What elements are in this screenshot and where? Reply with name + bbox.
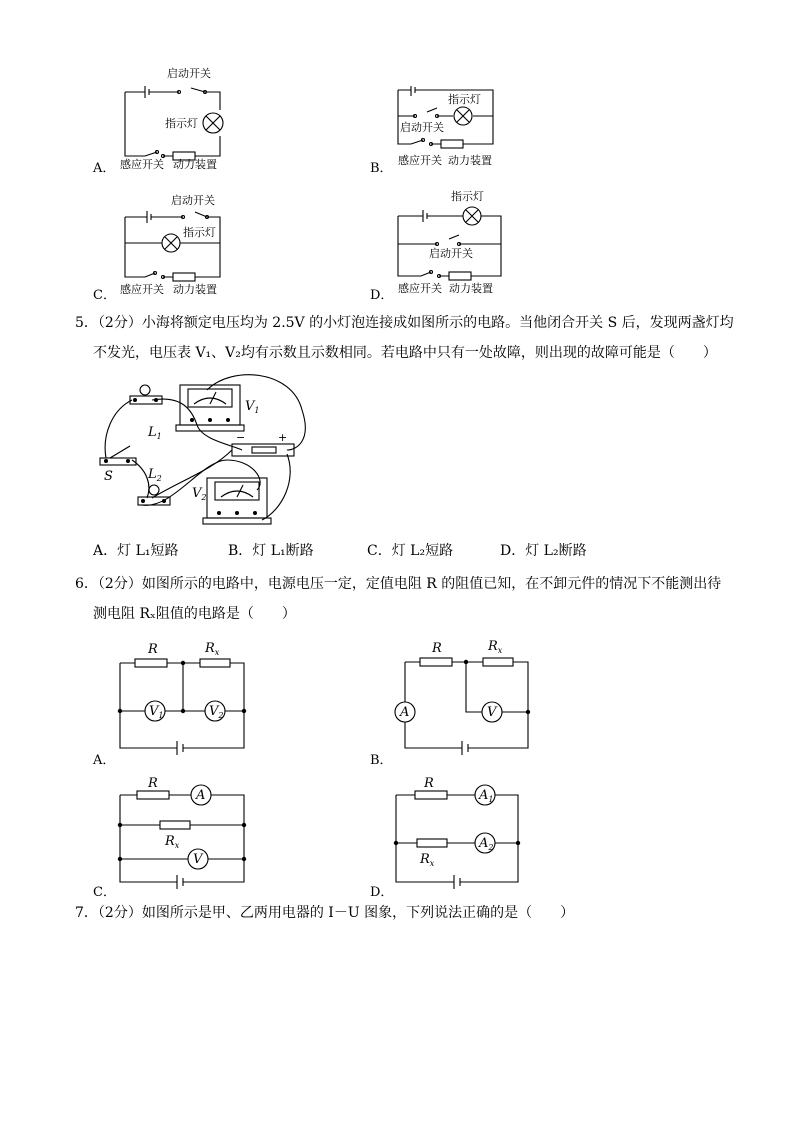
label-v1-sub: 1 bbox=[254, 406, 260, 415]
a1-letter: A bbox=[479, 788, 489, 803]
resistor-r-label: R bbox=[148, 642, 158, 657]
q5-number: 5． bbox=[75, 315, 98, 331]
battery-plus-label: + bbox=[278, 431, 288, 444]
sensor-switch-label: 感应开关 bbox=[120, 283, 164, 296]
q6-circuit-b bbox=[390, 634, 540, 756]
v1-symbol bbox=[149, 704, 163, 720]
q6-option-b-letter: B． bbox=[370, 753, 393, 768]
label-v1-letter: V bbox=[245, 399, 255, 414]
power-device-label: 动力装置 bbox=[448, 154, 492, 167]
q5-option-d-text: 灯 L₂断路 bbox=[525, 543, 587, 559]
rx-letter: R bbox=[205, 641, 215, 656]
indicator-lamp-label: 指示灯 bbox=[451, 190, 484, 203]
q5-stem-text1: 小海将额定电压均为 2.5V 的小灯泡连接成如图所示的电路。当他闭合开关 S 后，发现两盏灯均 bbox=[141, 315, 734, 331]
label-v2 bbox=[192, 486, 206, 502]
battery-minus-label: − bbox=[236, 431, 246, 444]
bulb-l2-icon bbox=[149, 485, 159, 495]
resistor-rx-label bbox=[164, 834, 180, 850]
v1-sub: 1 bbox=[158, 711, 164, 720]
a-symbol: A bbox=[400, 705, 410, 720]
rx-sub: x bbox=[429, 859, 435, 868]
power-device-label: 动力装置 bbox=[173, 283, 217, 296]
resistor-r-icon bbox=[137, 791, 169, 799]
q5-option-b-letter: B． bbox=[228, 543, 253, 559]
q5-option-c[interactable] bbox=[367, 541, 453, 561]
q7-stem bbox=[75, 903, 574, 923]
q7-score: （2分） bbox=[97, 905, 142, 921]
power-device-label: 动力装置 bbox=[449, 282, 493, 295]
v-symbol: V bbox=[487, 705, 497, 720]
q6-stem-text1: 如图所示的电路中，电源电压一定，定值电阻 R 的阻值已知，在不卸元件的情况下不能测出待 bbox=[141, 576, 722, 592]
start-switch-label: 启动开关 bbox=[171, 194, 215, 207]
q5-option-b[interactable] bbox=[228, 541, 314, 561]
a2-symbol bbox=[478, 836, 493, 852]
q4-circuit-a bbox=[115, 62, 235, 174]
label-l2-sub: 2 bbox=[156, 474, 162, 483]
q5-option-a[interactable] bbox=[93, 541, 178, 561]
a2-sub: 2 bbox=[488, 843, 494, 852]
resistor-rx-label bbox=[204, 641, 220, 657]
label-v1 bbox=[245, 399, 259, 415]
q5-stem-text2: 不发光，电压表 V₁、V₂均有示数且示数相同。若电路中只有一处故障，则出现的故障可能是（ ） bbox=[93, 345, 717, 361]
q4-circuit-b bbox=[393, 86, 513, 172]
q5-option-a-text: 灯 L₁短路 bbox=[117, 543, 179, 559]
a1-sub: 1 bbox=[488, 795, 494, 804]
q6-stem-text2: 测电阻 Rₓ阻值的电路是（ ） bbox=[93, 606, 296, 622]
resistor-rx-label bbox=[419, 852, 435, 868]
q4-option-b-letter: B． bbox=[370, 161, 393, 176]
q4-circuit-c bbox=[115, 190, 235, 300]
sensor-switch-label: 感应开关 bbox=[398, 154, 442, 167]
label-v2-sub: 2 bbox=[201, 493, 207, 502]
label-l2 bbox=[147, 467, 162, 483]
indicator-lamp-label: 指示灯 bbox=[448, 93, 481, 106]
label-l1-sub: 1 bbox=[156, 432, 162, 441]
label-l1 bbox=[147, 425, 162, 441]
resistor-r-icon bbox=[415, 791, 447, 799]
q5-score: （2分） bbox=[97, 315, 142, 331]
power-device-label: 动力装置 bbox=[173, 158, 217, 171]
q6-circuit-a bbox=[115, 636, 255, 758]
q7-number: 7． bbox=[75, 905, 98, 921]
a1-symbol bbox=[478, 788, 493, 804]
q5-option-a-letter: A． bbox=[93, 543, 118, 559]
q4-circuit-d bbox=[393, 186, 513, 300]
resistor-rx-icon bbox=[417, 839, 447, 847]
resistor-r-label: R bbox=[424, 776, 434, 791]
q5-stem-line1 bbox=[75, 313, 734, 333]
q5-option-d[interactable] bbox=[500, 541, 587, 561]
rx-letter: R bbox=[165, 834, 175, 849]
label-v2-letter: V bbox=[192, 486, 202, 501]
q6-option-d-letter: D． bbox=[370, 885, 394, 900]
q6-option-a-letter: A． bbox=[93, 753, 116, 768]
resistor-r-label: R bbox=[148, 776, 158, 791]
rx-sub: x bbox=[174, 841, 180, 850]
q5-circuit-figure bbox=[92, 370, 312, 532]
sensor-switch-label: 感应开关 bbox=[398, 282, 442, 295]
rx-letter: R bbox=[488, 639, 498, 654]
resistor-rx-icon bbox=[200, 659, 230, 667]
q6-circuit-c bbox=[115, 772, 255, 892]
v1-letter: V bbox=[149, 704, 159, 719]
rx-letter: R bbox=[420, 852, 430, 867]
q5-option-c-letter: C． bbox=[367, 543, 392, 559]
resistor-rx-label bbox=[487, 639, 503, 655]
resistor-r-icon bbox=[135, 659, 167, 667]
sensor-switch-label: 感应开关 bbox=[120, 158, 164, 171]
q5-option-d-letter: D． bbox=[500, 543, 526, 559]
start-switch-label: 启动开关 bbox=[167, 67, 211, 80]
q6-circuit-d bbox=[390, 772, 530, 892]
rx-sub: x bbox=[497, 646, 503, 655]
label-l2-letter: L bbox=[148, 467, 157, 482]
v2-sub: 2 bbox=[218, 711, 224, 720]
label-s: S bbox=[104, 469, 113, 484]
switch-s-lever bbox=[110, 446, 130, 458]
q6-score: （2分） bbox=[97, 576, 142, 592]
indicator-lamp-label: 指示灯 bbox=[183, 226, 216, 239]
q6-stem-line2 bbox=[93, 604, 296, 624]
rx-sub: x bbox=[214, 648, 220, 657]
q5-option-c-text: 灯 L₂短路 bbox=[391, 543, 454, 559]
bulb-l1-icon bbox=[140, 385, 150, 395]
q6-option-c-letter: C． bbox=[93, 885, 116, 900]
v2-symbol bbox=[209, 704, 223, 720]
q6-stem-line1 bbox=[75, 574, 721, 594]
q4-option-a-letter: A． bbox=[93, 161, 116, 176]
a-symbol: A bbox=[196, 788, 206, 803]
a2-letter: A bbox=[479, 836, 489, 851]
resistor-rx-icon bbox=[483, 658, 513, 666]
v2-letter: V bbox=[209, 704, 219, 719]
q4-option-d-letter: D． bbox=[370, 288, 394, 303]
v-symbol: V bbox=[193, 852, 203, 867]
resistor-rx-icon bbox=[160, 821, 190, 829]
indicator-lamp-label: 指示灯 bbox=[165, 117, 198, 130]
q5-option-b-text: 灯 L₁断路 bbox=[252, 543, 314, 559]
resistor-r-label: R bbox=[432, 641, 442, 656]
start-switch-label: 启动开关 bbox=[429, 247, 473, 260]
start-switch-label: 启动开关 bbox=[400, 121, 444, 134]
q4-option-c-letter: C． bbox=[93, 288, 116, 303]
q7-stem-text: 如图所示是甲、乙两用电器的 I－U 图象，下列说法正确的是（ ） bbox=[141, 905, 575, 921]
q6-number: 6． bbox=[75, 576, 98, 592]
label-l1-letter: L bbox=[148, 425, 157, 440]
q5-stem-line2 bbox=[93, 343, 717, 363]
resistor-r-icon bbox=[420, 658, 452, 666]
